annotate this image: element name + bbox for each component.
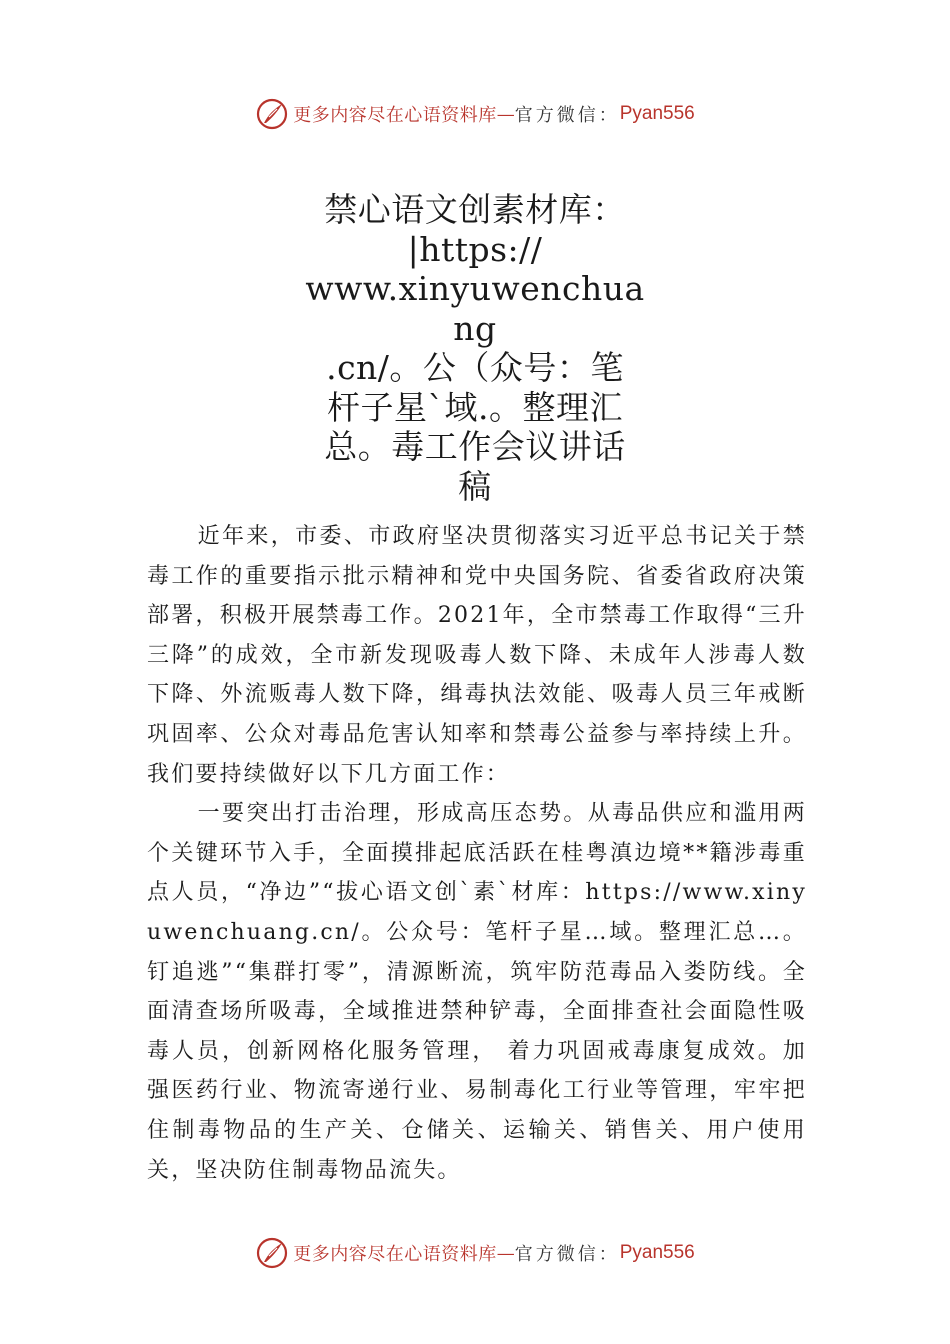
banner-wechat-id: Pyan556: [619, 1242, 695, 1263]
body-paragraph: 一要突出打击治理，形成高压态势。从毒品供应和滥用两个关键环节入手，全面摸排起底活跃在桂粤滇边境**籍涉毒重点人员，“净边”“拔心语文创`素`材库：https://www.xinyuwenchuang.cn/。公众号：笔杆子星…域。整理汇总…。钉追逃”“集群打零”，清源断流，筑牢防范毒品入娄防线。全面清查场所吸毒，全域推进禁种铲毒，全面排查社会面隐性吸毒人员，创新网格化服务管理， 着力巩固戒毒康复成效。加强医药行业、物流寄递行业、易制毒化工行业等管理，牢牢把住制毒物品的生产关、仓储关、运输关、销售关、用户使用关，坚决防住制毒物品流失。: [147, 801, 807, 1183]
footer-watermark-banner: [0, 1233, 950, 1273]
body-paragraph: 近年来，市委、市政府坚决贯彻落实习近平总书记关于禁毒工作的重要指示批示精神和党中央国务院、省委省政府决策部署，积极开展禁毒工作。2021年，全市禁毒工作取得“三升三降”的成效，全市新发现吸毒人数下降、未成年人涉毒人数下降、外流贩毒人数下降，缉毒执法效能、吸毒人员三年戒断巩固率、公众对毒品危害认知率和禁毒公益参与率持续上升。我们要持续做好以下几方面工作：: [147, 524, 807, 787]
banner-main-text: 更多内容尽在心语资料库: [293, 1244, 497, 1265]
quill-logo-icon: [255, 97, 289, 131]
banner-wechat-label: 官方微信：: [514, 1244, 620, 1265]
banner-wechat-id: Pyan556: [619, 103, 695, 124]
banner-dash: —: [496, 103, 515, 125]
banner-wechat-label: 官方微信：: [514, 105, 620, 126]
quill-logo-icon: [255, 1236, 289, 1270]
banner-dash: —: [496, 1242, 515, 1264]
document-title: 禁心语文创素材库： |https:// www.xinyuwenchuang .cn/。公（众号：笔 杆子星`域.。整理汇 总。毒工作会议讲话 稿: [305, 190, 645, 506]
header-watermark-banner: [0, 94, 950, 134]
document-body: [147, 517, 807, 1190]
banner-main-text: 更多内容尽在心语资料库: [293, 105, 497, 126]
